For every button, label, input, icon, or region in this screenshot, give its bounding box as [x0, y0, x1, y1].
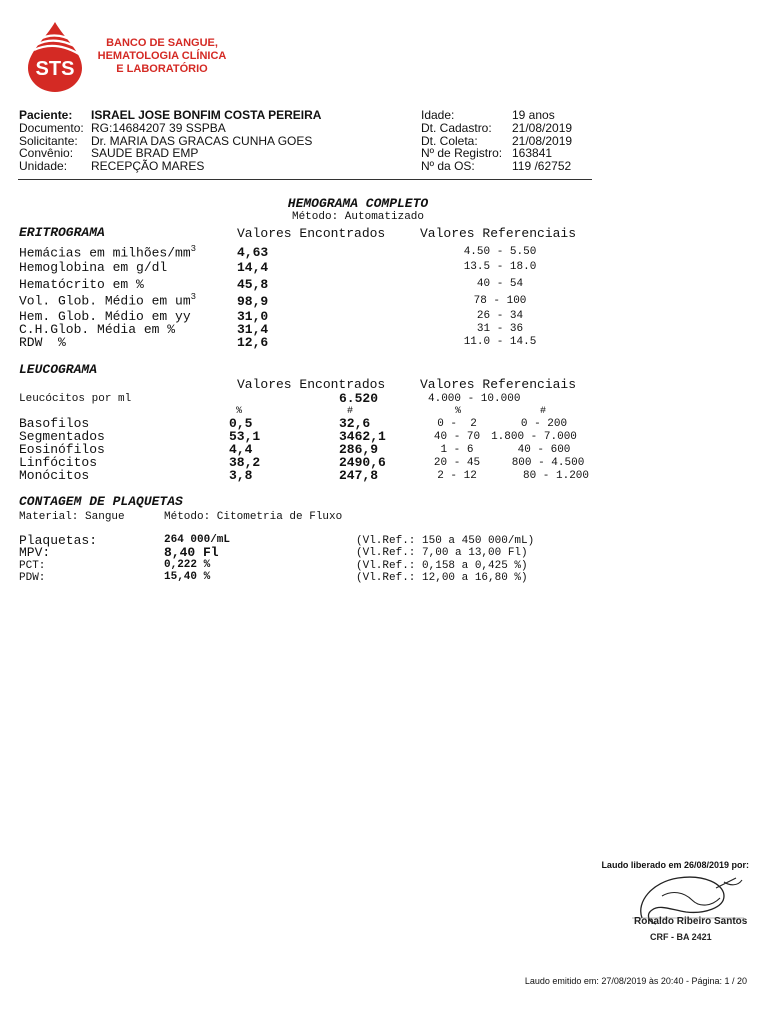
- plaq-value: 0,222 %: [164, 559, 211, 571]
- leuco-pct: 3,8: [229, 468, 253, 483]
- eritrograma-label: [19, 292, 196, 308]
- eritrograma-label: Hem. Glob. Médio em yy: [19, 309, 191, 324]
- requester-value: Dr. MARIA DAS GRACAS CUNHA GOES: [91, 133, 313, 148]
- leucograma-col-found: Valores Encontrados: [237, 377, 386, 392]
- lab-name-line-2: HEMATOLOGIA CLÍNICA: [97, 50, 227, 62]
- os-number-value: 119 /62752: [512, 159, 572, 174]
- leucocitos-ref: 4.000 - 10.000: [428, 393, 521, 405]
- registry-number-label: Nº de Registro:: [421, 146, 503, 161]
- leuco-ref-pct: 40 - 70: [433, 431, 481, 443]
- signer-crf: CRF - BA 2421: [650, 932, 712, 942]
- eritrograma-value: 98,9: [237, 294, 269, 309]
- unit-value: RECEPÇÃO MARES: [91, 159, 205, 174]
- ref-unit-abs-header: #: [540, 406, 547, 417]
- plaquetas-method: Método: Citometria de Fluxo: [164, 511, 343, 523]
- eritrograma-ref: 11.0 - 14.5: [463, 336, 537, 348]
- eritrograma-value: 31,0: [237, 309, 269, 324]
- plaq-label: PDW:: [19, 572, 46, 584]
- lab-logo: [22, 18, 88, 94]
- ref-unit-pct-header: %: [455, 406, 462, 417]
- requester-label: Solicitante:: [19, 133, 78, 148]
- eritrograma-value: 4,63: [237, 245, 269, 260]
- lab-name-line-1: BANCO DE SANGUE,: [106, 37, 218, 49]
- plaq-ref: (Vl.Ref.: 0,158 a 0,425 %): [356, 560, 528, 572]
- exam-method: Método: Automatizado: [291, 211, 425, 223]
- plaq-value: 8,40 Fl: [164, 545, 219, 560]
- leuco-abs: 286,9: [339, 442, 379, 457]
- eritrograma-label: Hematócrito em %: [19, 277, 144, 292]
- leuco-abs: 247,8: [339, 468, 379, 483]
- patient-name: ISRAEL JOSE BONFIM COSTA PEREIRA: [91, 108, 322, 122]
- blood-drop-logo-icon: [22, 18, 88, 94]
- leuco-ref-abs: 0 - 200: [520, 418, 568, 430]
- eritrograma-ref: 31 - 36: [476, 323, 524, 335]
- age-value: 19 anos: [512, 108, 555, 122]
- eritrograma-label: [19, 244, 196, 260]
- lab-name-line-3: E LABORATÓRIO: [116, 63, 208, 75]
- leuco-ref-pct: 1 - 6: [440, 444, 474, 456]
- leuco-ref-pct: 20 - 45: [433, 457, 481, 469]
- eritrograma-label-sup: 3: [190, 292, 197, 302]
- leuco-label: Eosinófilos: [19, 442, 105, 457]
- leuco-ref-abs: 800 - 4.500: [511, 457, 585, 469]
- registration-date-value: 21/08/2019: [512, 120, 573, 135]
- logo-text: STS: [35, 58, 75, 80]
- eritrograma-label-text: Vol. Glob. Médio em um: [19, 293, 191, 309]
- eritrograma-label-text: Hemácias em milhões/mm: [19, 245, 191, 261]
- leuco-pct: 38,2: [229, 455, 261, 470]
- leuco-pct: 0,5: [229, 416, 253, 431]
- signature: [612, 866, 752, 948]
- leuco-label: Linfócitos: [19, 455, 98, 470]
- collection-date-value: 21/08/2019: [512, 133, 573, 148]
- leucocitos-label: Leucócitos por ml: [19, 393, 132, 405]
- leuco-label: Basofilos: [19, 416, 90, 431]
- os-number-label: Nº da OS:: [421, 159, 475, 174]
- plaq-value: 15,40 %: [164, 571, 211, 583]
- insurance-value: SAUDE BRAD EMP: [91, 146, 199, 161]
- eritrograma-col-ref: Valores Referenciais: [420, 226, 577, 241]
- document-value: RG:14684207 39 SSPBA: [91, 120, 226, 135]
- eritrograma-value: 14,4: [237, 260, 269, 275]
- eritrograma-ref: 4.50 - 5.50: [463, 246, 537, 258]
- eritrograma-value: 12,6: [237, 335, 269, 350]
- leucograma-title: LEUCOGRAMA: [19, 362, 98, 377]
- plaquetas-material: Material: Sangue: [19, 511, 125, 523]
- plaquetas-title: CONTAGEM DE PLAQUETAS: [19, 494, 183, 509]
- plaq-ref: (Vl.Ref.: 150 a 450 000/mL): [356, 535, 535, 547]
- plaq-ref: (Vl.Ref.: 7,00 a 13,00 Fl): [356, 547, 528, 559]
- plaq-label: Plaquetas:: [19, 533, 98, 548]
- unit-abs-header: #: [347, 406, 354, 417]
- patient-info-left: [19, 109, 321, 173]
- eritrograma-col-found: Valores Encontrados: [237, 226, 386, 241]
- leucocitos-value: 6.520: [339, 391, 379, 406]
- insurance-label: Convênio:: [19, 146, 74, 161]
- unit-pct-header: %: [236, 406, 243, 417]
- emitted-note: Laudo emitido em: 27/08/2019 às 20:40 - Página: 1 / 20: [524, 976, 747, 986]
- eritrograma-ref: 40 - 54: [476, 278, 524, 290]
- document-label: Documento:: [19, 120, 84, 135]
- leuco-ref-abs: 80 - 1.200: [522, 470, 589, 482]
- release-note: Laudo liberado em 26/08/2019 por:: [601, 860, 749, 870]
- patient-label: Paciente:: [19, 108, 73, 122]
- leuco-label: Segmentados: [19, 429, 105, 444]
- eritrograma-ref: 78 - 100: [473, 295, 527, 307]
- eritrograma-label: Hemoglobina em g/dl: [19, 260, 168, 275]
- eritrograma-value: 45,8: [237, 277, 269, 292]
- registry-number-value: 163841: [512, 146, 553, 161]
- signer-name: Ronaldo Ribeiro Santos: [634, 916, 748, 927]
- leuco-pct: 53,1: [229, 429, 261, 444]
- leuco-abs: 3462,1: [339, 429, 386, 444]
- lab-name: [92, 37, 232, 76]
- exam-title: HEMOGRAMA COMPLETO: [287, 196, 429, 211]
- registration-date-label: Dt. Cadastro:: [421, 120, 492, 135]
- collection-date-label: Dt. Coleta:: [421, 133, 478, 148]
- leuco-abs: 2490,6: [339, 455, 386, 470]
- eritrograma-title: ERITROGRAMA: [19, 225, 105, 240]
- patient-info-right: [421, 109, 572, 173]
- age-label: Idade:: [421, 108, 455, 122]
- header-divider: [18, 179, 592, 180]
- leuco-ref-pct: 0 - 2: [437, 418, 477, 430]
- leuco-label: Monócitos: [19, 468, 90, 483]
- eritrograma-ref: 26 - 34: [476, 310, 524, 322]
- eritrograma-value: 31,4: [237, 322, 269, 337]
- leuco-pct: 4,4: [229, 442, 253, 457]
- eritrograma-ref: 13.5 - 18.0: [463, 261, 537, 273]
- plaq-label: PCT:: [19, 560, 46, 572]
- leuco-ref-abs: 1.800 - 7.000: [491, 431, 577, 443]
- plaq-ref: (Vl.Ref.: 12,00 a 16,80 %): [356, 572, 528, 584]
- leuco-ref-abs: 40 - 600: [517, 444, 571, 456]
- plaq-value: 264 000/mL: [164, 534, 231, 546]
- leucograma-col-ref: Valores Referenciais: [420, 377, 577, 392]
- plaq-label: MPV:: [19, 545, 51, 560]
- leuco-abs: 32,6: [339, 416, 371, 431]
- eritrograma-label: RDW %: [19, 335, 66, 350]
- eritrograma-label: C.H.Glob. Média em %: [19, 322, 176, 337]
- leuco-ref-pct: 2 - 12: [437, 470, 477, 482]
- unit-label: Unidade:: [19, 159, 68, 174]
- eritrograma-label-sup: 3: [190, 244, 197, 254]
